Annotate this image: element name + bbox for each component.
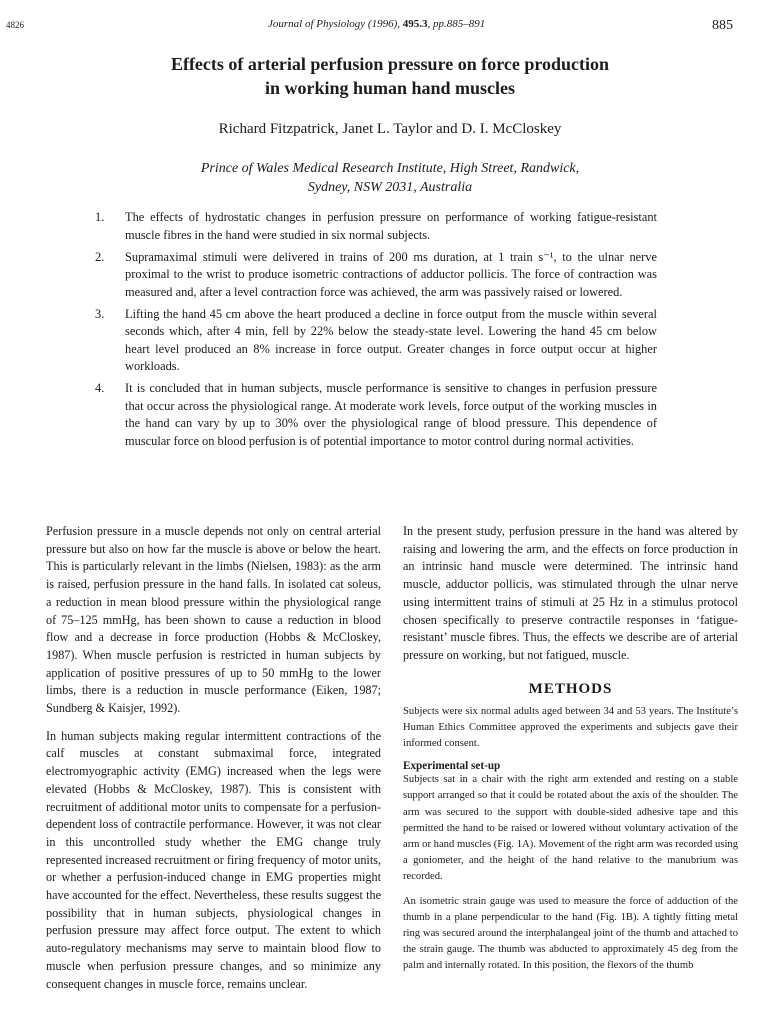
intro-paragraph-3: In the present study, perfusion pressure in the hand was altered by raising and lowering the arm, and the effects on force production in an intrinsic hand muscle were determined. The intrinsic hand muscle, adductor pollicis, was stimulated through the ulnar nerve using intermittent trains of stimuli at 25 Hz in a stimulus protocol chosen specifically to preserve contractile responses in ‘fatigue-resistant’ muscle fibres. Thus, the effects we describe are of arterial pressure on working, but not fatigued, muscle. — [403, 524, 738, 662]
abstract-item — [95, 380, 657, 450]
abstract-item-number: 3. — [95, 306, 105, 321]
journal-year: (1996), — [365, 18, 403, 30]
paper-title — [80, 52, 700, 100]
abstract-item-text: The effects of hydrostatic changes in perfusion pressure on performance of working fatigue-resistant muscle fibres in the hand were studied in six normal subjects. — [125, 210, 657, 242]
affiliation — [90, 159, 690, 197]
intro-paragraph-2: In human subjects making regular intermittent contractions of the calf muscles at constant submaximal force, integrated electromyographic activity (EMG) increased when the legs were elevated (Hobbs & McCloskey, 1987). This is consistent with recruitment of additional motor units to compensate for a perfusion-dependent loss of contractile performance. However, it was not clear in this uncontrolled study whether the EMG change truly represented increased recruitment or firing frequency of motor units, or whether a perfusion-induced change in EMG properties might have accounted for the effect. Nevertheless, these results suggest the possibility that in human subjects, physiological changes in perfusion pressure may affect force output. The extent to which auto-regulatory mechanisms may serve to maintain blood flow to muscle when perfusion pressure changes, and so minimize any consequent changes in muscle force, remains unclear. — [46, 728, 381, 991]
setup-paragraph-2: An isometric strain gauge was used to measure the force of adduction of the thumb in a plane perpendicular to the hand (Fig. 1B). A tightly fitting metal ring was secured around the interphalangeal joint of the thumb and attached to the strain gauge. The thumb was abducted to approximately 45 deg from the palm and internally rotated. In this position, the flexors of the thumb — [403, 895, 738, 972]
journal-volume: 495.3 — [402, 18, 428, 30]
abstract-item-text: Lifting the hand 45 cm above the heart produced a decline in force output from the muscle within several seconds which, after 4 min, fell by 22% below the steady-state level. Lowering the hand 45 cm below heart level produced an 8% increase in force output. Greater changes in force output occur at higher workloads. — [125, 306, 657, 373]
methods-paragraph: Subjects were six normal adults aged between 34 and 53 years. The Institute’s Human Ethics Committee approved the experiments and subjects gave their informed consent. — [403, 705, 738, 750]
journal-citation — [268, 18, 485, 30]
affiliation-line-2: Sydney, NSW 2031, Australia — [307, 180, 473, 195]
abstract-list — [95, 209, 657, 455]
authors: Richard Fitzpatrick, Janet L. Taylor and D. I. McCloskey — [218, 121, 562, 137]
right-column — [403, 523, 738, 975]
affiliation-line-1: Prince of Wales Medical Research Institute, High Street, Randwick, — [200, 161, 580, 176]
page-number: 885 — [712, 18, 733, 33]
journal-name: Journal of Physiology — [268, 18, 366, 30]
abstract-item-number: 2. — [95, 249, 105, 264]
abstract-item-number: 4. — [95, 381, 105, 395]
abstract-item-number: 1. — [95, 210, 105, 224]
intro-paragraph-1: Perfusion pressure in a muscle depends not only on central arterial pressure but also on how far the muscle is above or below the heart. This is particularly relevant in the limbs (Nielsen, 1983): as the arm is raised, perfusion pressure in the hand falls. In isolated cat soleus, a reduction in mean blood pressure within the physiological range of 75–125 mmHg, has been shown to cause a reduction in blood flow and a decrease in force production (Hobbs & McCloskey, 1987). When muscle perfusion is restricted in human subjects by application of positive pressures of up to 50 mmHg to the lower limbs, there is a reduction in muscle performance (Eiken, 1987; Sundberg & Kaisjer, 1992). — [46, 524, 381, 716]
setup-paragraph-1: Subjects sat in a chair with the right arm extended and resting on a stable support arranged so that it could be rotated about the axis of the shoulder. The arm was secured to the support with double-sided adhesive tape and this permitted the hand to be raised or lowered without voluntary activation of the arm or hand muscles (Fig. 1A). Movement of the right arm was recorded using a goniometer, and the height of the hand relative to the manubrium was recorded. — [403, 774, 738, 883]
left-column — [46, 523, 381, 993]
title-line-2: in working human hand muscles — [264, 78, 516, 98]
abstract-item — [95, 209, 657, 244]
abstract-item-text: It is concluded that in human subjects, muscle performance is sensitive to changes in perfusion pressure that occur across the physiological range. At moderate work levels, force output of the working muscles in the hand can vary by up to 30% over the physiological range of blood pressure. This dependence of muscular force on blood perfusion is of potential importance to motor control during normal activities. — [125, 381, 657, 448]
page-id: 4826 — [6, 20, 24, 30]
methods-heading: METHODS — [528, 680, 613, 697]
abstract-item — [95, 249, 657, 302]
experimental-setup-heading: Experimental set-up — [403, 760, 501, 773]
abstract-item-text: Supramaximal stimuli were delivered in trains of 200 ms duration, at 1 train s⁻¹, to the ulnar nerve proximal to the wrist to produce isometric contractions of adductor pollicis. The force of contraction was measured and, after a level contraction force was achieved, the arm was passively raised or lowered. — [125, 249, 657, 299]
title-line-1: Effects of arterial perfusion pressure on force production — [170, 54, 610, 74]
journal-pages: , pp.885–891 — [427, 18, 486, 30]
abstract-item — [95, 306, 657, 376]
